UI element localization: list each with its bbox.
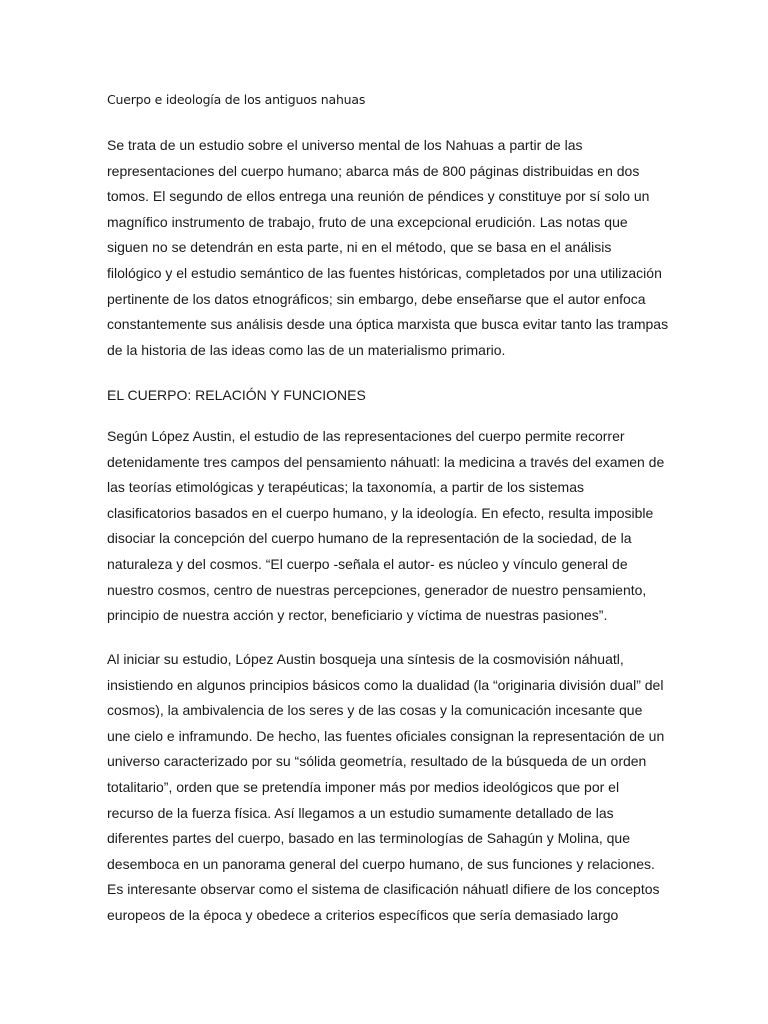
- text-line: constantemente sus análisis desde una óptica marxista que busca evitar tanto las trampas: [107, 316, 669, 333]
- text-line: cosmos), la ambivalencia de los seres y de las cosas y la comunicación incesante que: [107, 702, 643, 719]
- text-line: totalitario”, orden que se pretendía imponer más por medios ideológicos que por el: [107, 778, 620, 795]
- text-line: desemboca en un panorama general del cuerpo humano, de sus funciones y relaciones.: [107, 855, 655, 872]
- text-line: siguen no se detendrán en esta parte, ni en el método, que se basa en el análisis: [107, 239, 612, 256]
- text-line: Es interesante observar como el sistema de clasificación náhuatl difiere de los conceptos: [107, 881, 660, 898]
- text-line: clasificatorios basados en el cuerpo humano, y la ideología. En efecto, resulta imposible: [107, 504, 654, 521]
- text-line: recurso de la fuerza física. Así llegamos a un estudio sumamente detallado de las: [107, 804, 614, 821]
- document-title: Cuerpo e ideología de los antiguos nahuas: [107, 92, 366, 107]
- paragraph-body: [107, 647, 667, 929]
- text-line: Al iniciar su estudio, López Austin bosqueja una síntesis de la cosmovisión náhuatl,: [107, 651, 624, 667]
- text-line: une cielo e inframundo. De hecho, las fuentes oficiales consignan la representación de un: [107, 727, 665, 744]
- text-line: insistiendo en algunos principios básicos como la dualidad (la “originaria división dual” del: [107, 676, 664, 693]
- text-line: tomos. El segundo de ellos entrega una reunión de péndices y constituye por sí solo un: [107, 188, 650, 205]
- text-line: nuestro cosmos, centro de nuestras percepciones, generador de nuestro pensamiento,: [107, 581, 647, 598]
- text-line: filológico y el estudio semántico de las fuentes históricas, completados por una utilización: [107, 264, 662, 281]
- text-line: pertinente de los datos etnográficos; sin embargo, debe enseñarse que el autor enfoca: [107, 290, 646, 307]
- text-line: Se trata de un estudio sobre el universo mental de los Nahuas a partir de las: [107, 137, 583, 153]
- text-line: Según López Austin, el estudio de las representaciones del cuerpo permite recorrer: [107, 428, 625, 444]
- text-line: principio de nuestra acción y rector, beneficiario y víctima de nuestras pasiones”.: [107, 607, 608, 624]
- section-heading: EL CUERPO: RELACIÓN Y FUNCIONES: [107, 387, 366, 403]
- paragraph-intro: [107, 133, 667, 363]
- text-line: naturaleza y del cosmos. “El cuerpo -señala el autor- es núcleo y vínculo general de: [107, 555, 628, 572]
- text-line: las teorías etimológicas y terapéuticas; la taxonomía, a partir de los sistemas: [107, 479, 584, 496]
- text-line: detenidamente tres campos del pensamiento náhuatl: la medicina a través del examen de: [107, 453, 665, 470]
- text-line: de la historia de las ideas como las de un materialismo primario.: [107, 341, 506, 358]
- text-line: representaciones del cuerpo humano; abarca más de 800 páginas distribuidas en dos: [107, 162, 640, 179]
- text-line: magnífico instrumento de trabajo, fruto de una excepcional erudición. Las notas que: [107, 213, 628, 230]
- text-line: disociar la concepción del cuerpo humano de la representación de la sociedad, de la: [107, 530, 632, 547]
- text-line: universo caracterizado por su “sólida geometría, resultado de la búsqueda de un orden: [107, 753, 647, 770]
- text-line: europeos de la época y obedece a criterios específicos que sería demasiado largo: [107, 906, 619, 923]
- text-line: diferentes partes del cuerpo, basado en las terminologías de Sahagún y Molina, que: [107, 830, 631, 847]
- paragraph-body: [107, 424, 667, 629]
